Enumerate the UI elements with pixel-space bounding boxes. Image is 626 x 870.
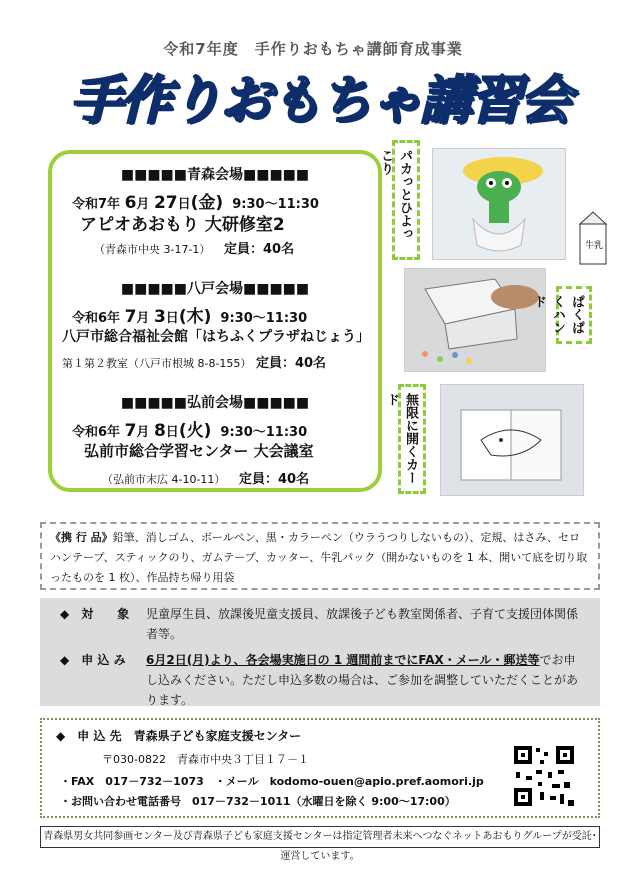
venue-date-hirosaki: 令和6年 7月 8日(火) 9:30～11:30 <box>72 421 308 441</box>
target-label: ◆ 対 象 <box>60 607 130 621</box>
subtitle: 令和7年度 手作りおもちゃ講師育成事業 <box>163 40 463 58</box>
svg-text:牛乳: 牛乳 <box>585 241 604 251</box>
info-band <box>40 598 600 706</box>
venue-place-aomori: アピオあおもり 大研修室2 <box>80 215 285 235</box>
footer-note: 青森県男女共同参画センター及び青森県子ども家庭支援センターは指定管理者未来へつなぐネットあおもりグループが受託･運営しています。 <box>40 826 600 848</box>
infinite-card-photo <box>440 384 584 496</box>
frog-toy-photo <box>432 148 566 260</box>
venue-place-hachinohe: 八戸市総合福祉会館「はちふくプラザねじょう」 <box>62 329 370 345</box>
contact-address: 〒030-0822 青森市中央３丁目１７－１ <box>102 753 309 766</box>
venue-heading-aomori: ■■■■■青森会場■■■■■ <box>120 167 310 183</box>
venue-address-hachinohe: 第１第２教室（八戸市根城 8-8-155） 定員：40名 <box>62 356 327 371</box>
venue-place-hirosaki: 弘前市総合学習センター 大会議室 <box>84 442 314 460</box>
venue-address-aomori: （青森市中央 3-17-1） 定員：40名 <box>94 242 295 257</box>
venue-date-aomori: 令和7年 6月 27日(金) 9:30～11:30 <box>72 193 319 213</box>
toy-label-mugen-card: 無限に開くカード <box>398 384 426 494</box>
milk-carton-icon <box>576 210 610 266</box>
toy-label-pakupaku: ぱくぱくハンド <box>556 286 592 344</box>
page-title: 手作りおもちゃ講習会 <box>69 71 570 131</box>
toy-label-pakatto: パカっとひよっこり <box>392 140 420 260</box>
contact-fax-email: ・FAX 017－732－1073 ・メール kodomo-ouen@apio.pref.aomori.jp <box>60 775 484 788</box>
qr-code-icon[interactable] <box>512 744 576 808</box>
paku-paku-hand-photo <box>404 268 546 372</box>
apply-text: 6月2日(月)より、各会場実施日の 1 週間前までにFAX・メール・郵送等でお申し込みください。ただし申込多数の場合は、ご参加を調整していただくことがあります。 <box>146 653 579 707</box>
venue-heading-hachinohe: ■■■■■八戸会場■■■■■ <box>120 281 310 297</box>
apply-label: ◆ 申 込 み <box>60 653 126 667</box>
venue-date-hachinohe: 令和6年 7月 3日(木) 9:30～11:30 <box>72 307 308 327</box>
contact-phone: ・お問い合わせ電話番号 017－732－1011（水曜日を除く 9:00～17:00） <box>60 795 456 808</box>
items-to-bring: 《携 行 品》鉛筆、消しゴム、ボールペン、黒・カラーペン（ウラうつりしないもの）、定規、はさみ、セロハンテープ、スティックのり、ガムテープ、カッター、牛乳パック（開かないものを 1 本、開いて底を切り取ったものを 1 枚）、作品持ち帰り用袋 <box>40 522 600 590</box>
venue-box <box>48 150 382 492</box>
contact-box <box>40 718 600 818</box>
contact-heading: ◆ 申 込 先 青森県子ども家庭支援センター <box>56 729 302 743</box>
venue-address-hirosaki: （弘前市末広 4-10-11） 定員：40名 <box>102 472 310 487</box>
venue-heading-hirosaki: ■■■■■弘前会場■■■■■ <box>120 395 310 411</box>
target-text: 児童厚生員、放課後児童支援員、放課後子ども教室関係者、子育て支援団体関係者等。 <box>146 607 579 641</box>
